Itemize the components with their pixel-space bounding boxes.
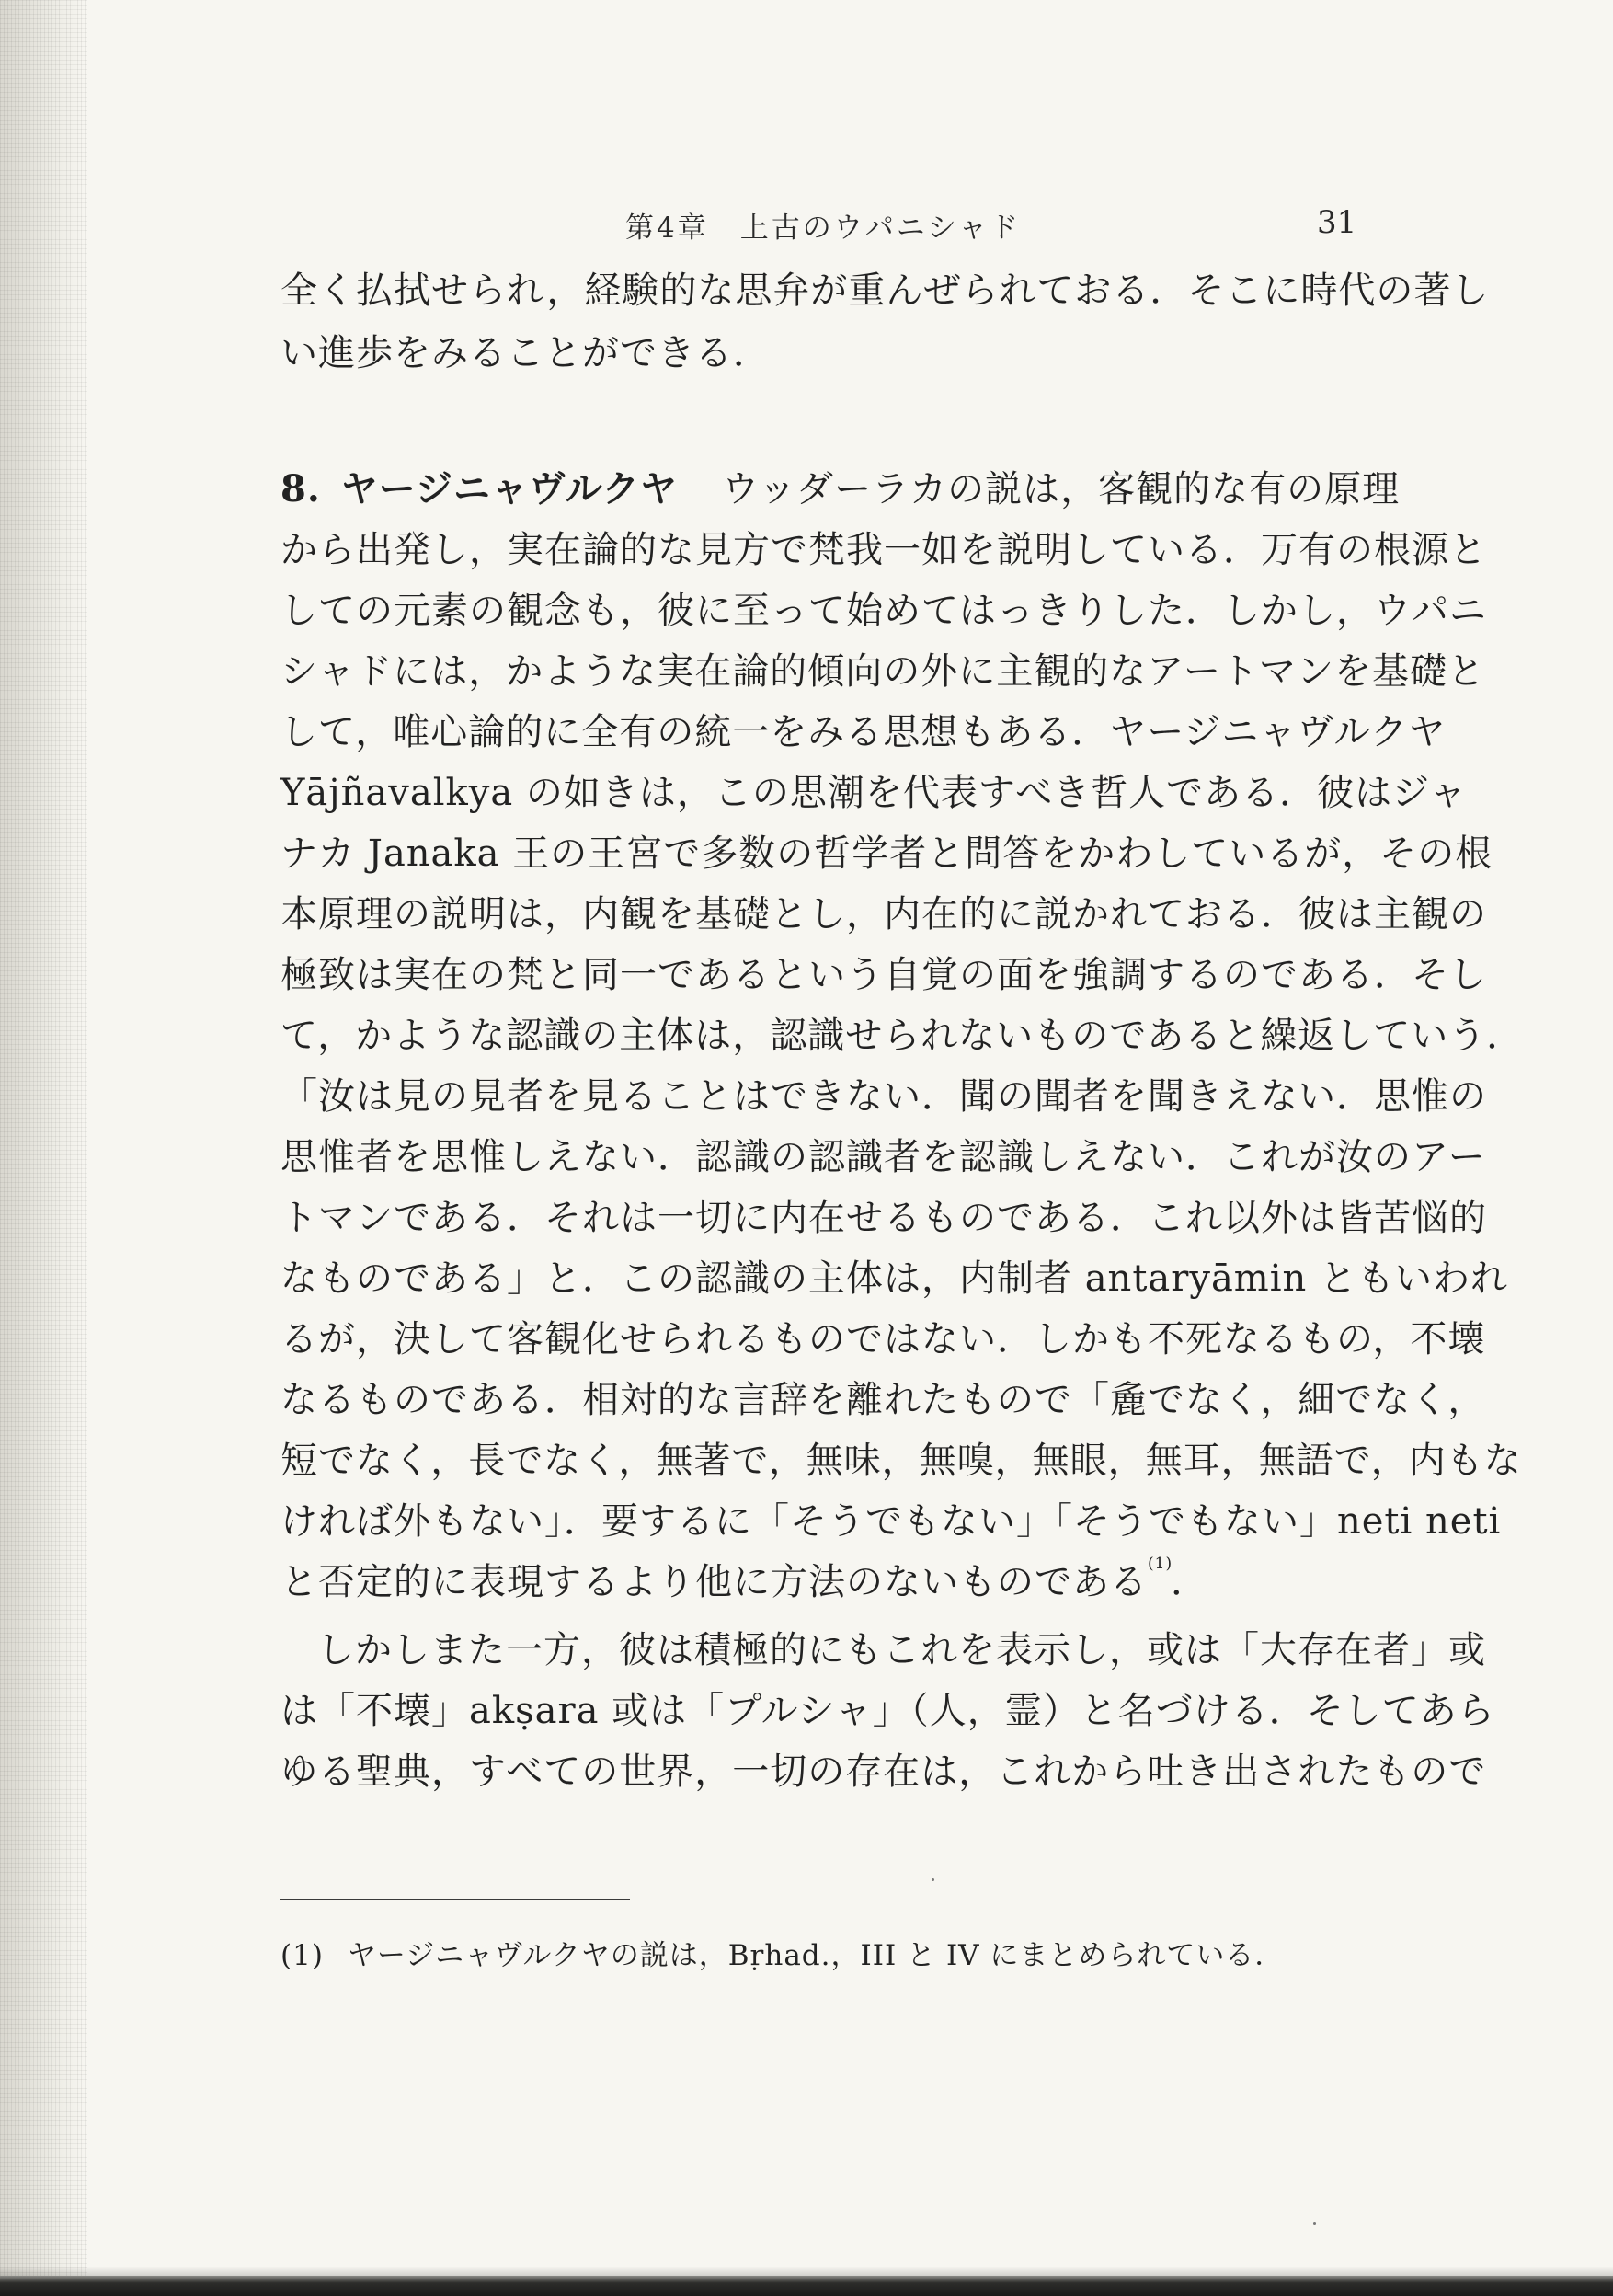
footnote-divider bbox=[280, 1899, 630, 1900]
body-line: ゆる聖典，すべての世界，一切の存在は，これから吐き出されたもので bbox=[280, 1751, 1487, 1793]
scan-bottom-edge bbox=[0, 2276, 1613, 2296]
body-line: から出発し，実在論的な見方で梵我一如を説明している．万有の根源と bbox=[280, 529, 1487, 571]
body-line: なものである」と．この認識の主体は，内制者 antaryāmin ともいわれ bbox=[280, 1257, 1509, 1300]
body-line: ナカ Janaka 王の王宮で多数の哲学者と問答をかわしているが，その根 bbox=[280, 832, 1493, 875]
body-line: るが，決して客観化せられるものではない．しかも不死なるもの，不壊 bbox=[280, 1318, 1486, 1360]
footnote-label: (1) bbox=[280, 1939, 324, 1972]
body-line: しての元素の観念も，彼に至って始めてはっきりした．しかし，ウパニ bbox=[280, 590, 1487, 632]
footnote-reference[interactable]: (1) bbox=[1148, 1555, 1173, 1573]
body-line: 思惟者を思惟しえない．認識の認識者を認識しえない．これが汝のアー bbox=[280, 1136, 1486, 1178]
footnote bbox=[280, 1935, 1284, 1976]
body-line: 「汝は見の見者を見ることはできない．聞の聞者を聞きえない．思惟の bbox=[280, 1075, 1487, 1118]
body-text: と否定的に表現するより他に方法のないものである bbox=[280, 1561, 1148, 1603]
body-line: 極致は実在の梵と同一であるという自覚の面を強調するのである．そし bbox=[280, 954, 1487, 996]
running-header: 第4章 上古のウパニシャド bbox=[625, 212, 1022, 245]
body-line bbox=[280, 1555, 1366, 1610]
paragraph-first-line: しかしまた一方，彼は積極的にもこれを表示し，或は「大存在者」或 bbox=[317, 1629, 1486, 1671]
page-edge-shadow bbox=[0, 0, 87, 2296]
body-line: ければ外もない」．要するに「そうでもない」「そうでもない」neti neti bbox=[280, 1500, 1502, 1543]
body-line: 本原理の説明は，内観を基礎とし，内在的に説かれておる．彼は主観の bbox=[280, 893, 1487, 936]
paper-speck bbox=[1313, 2222, 1316, 2225]
footnote-text: ヤージニャヴルクヤの説は，Bṛhad.，III と IV にまとめられている． bbox=[347, 1939, 1285, 1972]
body-line: 全く払拭せられ，経験的な思弁が重んぜられておる．そこに時代の著し bbox=[280, 270, 1490, 312]
section-heading-line bbox=[280, 462, 1401, 517]
body-line: は「不壊」akṣara 或は「プルシャ」（人，霊）と名づける．そしてあら bbox=[280, 1690, 1495, 1732]
body-line: して，唯心論的に全有の統一をみる思想もある．ヤージニャヴルクヤ bbox=[280, 711, 1447, 753]
section-title: ヤージニャヴルクヤ bbox=[340, 467, 678, 511]
body-text: ． bbox=[1171, 1561, 1209, 1603]
body-text: ウッダーラカの説は，客観的な有の原理 bbox=[721, 468, 1401, 511]
section-number: 8. bbox=[280, 467, 321, 511]
body-line: Yājñavalkya の如きは，この思潮を代表すべき哲人である．彼はジャ bbox=[280, 772, 1468, 814]
body-line: なるものである．相対的な言辞を離れたもので「麁でなく，細でなく， bbox=[280, 1379, 1486, 1421]
body-line: トマンである．それは一切に内在せるものである．これ以外は皆苦悩的 bbox=[280, 1197, 1487, 1239]
body-line: シャドには，かような実在論的傾向の外に主観的なアートマンを基礎と bbox=[280, 650, 1485, 693]
paper-speck bbox=[932, 1878, 934, 1881]
body-line: て，かような認識の主体は，認識せられないものであると繰返していう． bbox=[280, 1015, 1525, 1057]
body-line: 短でなく，長でなく，無著で，無味，無嗅，無眼，無耳，無語で，内もな bbox=[280, 1440, 1522, 1482]
page-number: 31 bbox=[1317, 204, 1357, 241]
body-line: い進歩をみることができる． bbox=[280, 332, 771, 374]
